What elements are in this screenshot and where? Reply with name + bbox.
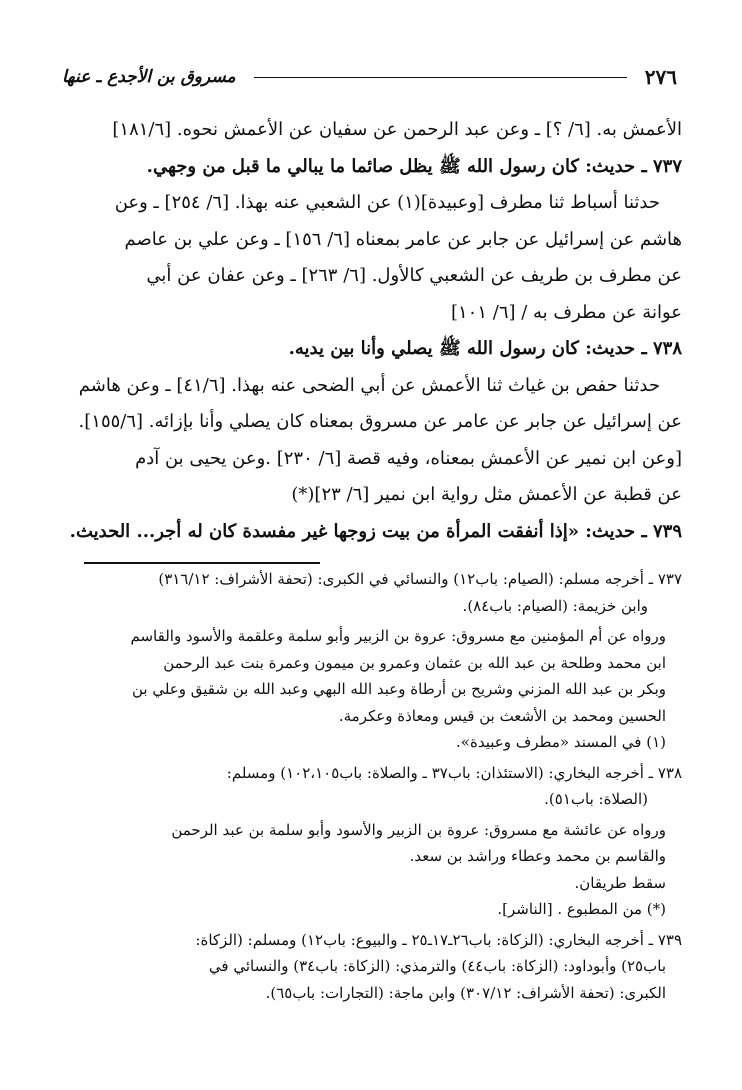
footnotes	[62, 566, 682, 1006]
text-line: حدثنا أسباط ثنا مطرف [وعبيدة](١) عن الشعبي عنه بهذا. [٦/ ٢٥٤] ـ وعن	[114, 192, 660, 213]
page-header	[62, 60, 677, 94]
footnote-line: والقاسم بن محمد وعطاء وراشد بن سعد.	[409, 847, 666, 865]
text-line: عن مطرف بن طريف عن الشعبي كالأول. [٦/ ٢٦٣] ـ وعن عفان عن أبي	[146, 265, 682, 286]
footnote-line: وبكر بن عبد الله المزني وشريح بن أرطاة وعبد الله البهي وعبد الله بن شقيق وعلي بن	[131, 680, 666, 698]
hadith-737: ٧٣٧ ـ حديث: كان رسول الله ﷺ يظل صائما ما يبالي ما قبل من وجهي.	[146, 155, 682, 177]
hadith-739: ٧٣٩ ـ حديث: «إذا أنفقت المرأة من بيت زوجها غير مفسدة كان له أجر... الحديث.	[69, 520, 682, 542]
footnote-line: ورواه عن أم المؤمنين مع مسروق: عروة بن الزبير وأبو سلمة وعلقمة والأسود والقاسم	[130, 627, 666, 645]
footnote-line: سقط طريقان.	[574, 873, 666, 892]
footnote-publisher-note: (*) من المطبوع . [الناشر].	[497, 900, 666, 918]
text-line: [وعن ابن نمير عن الأعمش بمعناه، وفيه قصة [٦/ ٢٣٠] .وعن يحيى بن آدم	[135, 447, 682, 469]
running-title: مسروق بن الأجدع ـ عنها	[62, 67, 236, 87]
text-line: حدثنا حفص بن غياث ثنا الأعمش عن أبي الضحى عنه بهذا. [٤١/٦] ـ وعن هاشم	[78, 374, 660, 396]
hadith-738: ٧٣٨ ـ حديث: كان رسول الله ﷺ يصلي وأنا بين يديه.	[288, 338, 682, 359]
footnote-line: باب٢٥) وأبوداود: (الزكاة: باب٤٤) والترمذي: (الزكاة: باب٣٤) والنسائي في	[208, 957, 666, 975]
page-number: ٢٧٦	[644, 65, 677, 89]
footnote-line: الكبرى: (تحفة الأشراف: ٣٠٧/١٢) وابن ماجة: (التجارات: باب٦٥).	[265, 983, 666, 1002]
text-line: عوانة عن مطرف به / [٦/ ١٠١]	[450, 301, 682, 323]
footnote-line: ٧٣٨ ـ أخرجه البخاري: (الاستئذان: باب٣٧ ـ والصلاة: باب١٠٢،١٠٥) ومسلم:	[226, 763, 682, 782]
footnote-line: الحسين ومحمد بن الأشعث بن قيس ومعاذة وعكرمة.	[338, 706, 666, 725]
footnote-marker-1: (١) في المسند «مطرف وعبيدة».	[456, 733, 666, 751]
main-text	[62, 112, 682, 550]
footnote-line: ٧٣٧ ـ أخرجه مسلم: (الصيام: باب١٢) والنسائي في الكبرى: (تحفة الأشراف: ٣١٦/١٢)	[158, 570, 682, 588]
text-line: الأعمش به. [٦/ ؟] ـ وعن عبد الرحمن عن سفيان عن الأعمش نحوه. [١٨١/٦]	[112, 119, 682, 140]
footnote-line: ورواه عن عائشة مع مسروق: عروة بن الزبير والأسود وأبو سلمة بن عبد الرحمن	[171, 820, 666, 839]
text-line: هاشم عن إسرائيل عن جابر عن عامر بمعناه [٦/ ١٥٦] ـ وعن علي بن عاصم	[124, 228, 682, 250]
footnote-line: ابن محمد وطلحة بن عبد الله بن عثمان وعمرو بن ميمون وعمرة بنت عبد الرحمن	[163, 653, 666, 672]
footnote-line: وابن خزيمة: (الصيام: باب٨٤).	[462, 596, 648, 615]
footnote-separator	[84, 562, 320, 564]
text-line: عن إسرائيل عن جابر عن عامر عن مسروق بمعناه كان يصلي وأنا بإزائه. [١٥٥/٦].	[78, 411, 682, 432]
text-line: عن قطبة عن الأعمش مثل رواية ابن نمير [٦/ ٢٣](*)	[291, 484, 682, 505]
footnote-line: (الصلاة: باب٥١).	[544, 790, 648, 808]
header-rule	[254, 77, 627, 78]
footnote-line: ٧٣٩ ـ أخرجه البخاري: (الزكاة: باب٢٦ـ١٧ـ٢٥ ـ والبيوع: باب١٢) ومسلم: (الزكاة:	[195, 930, 682, 949]
